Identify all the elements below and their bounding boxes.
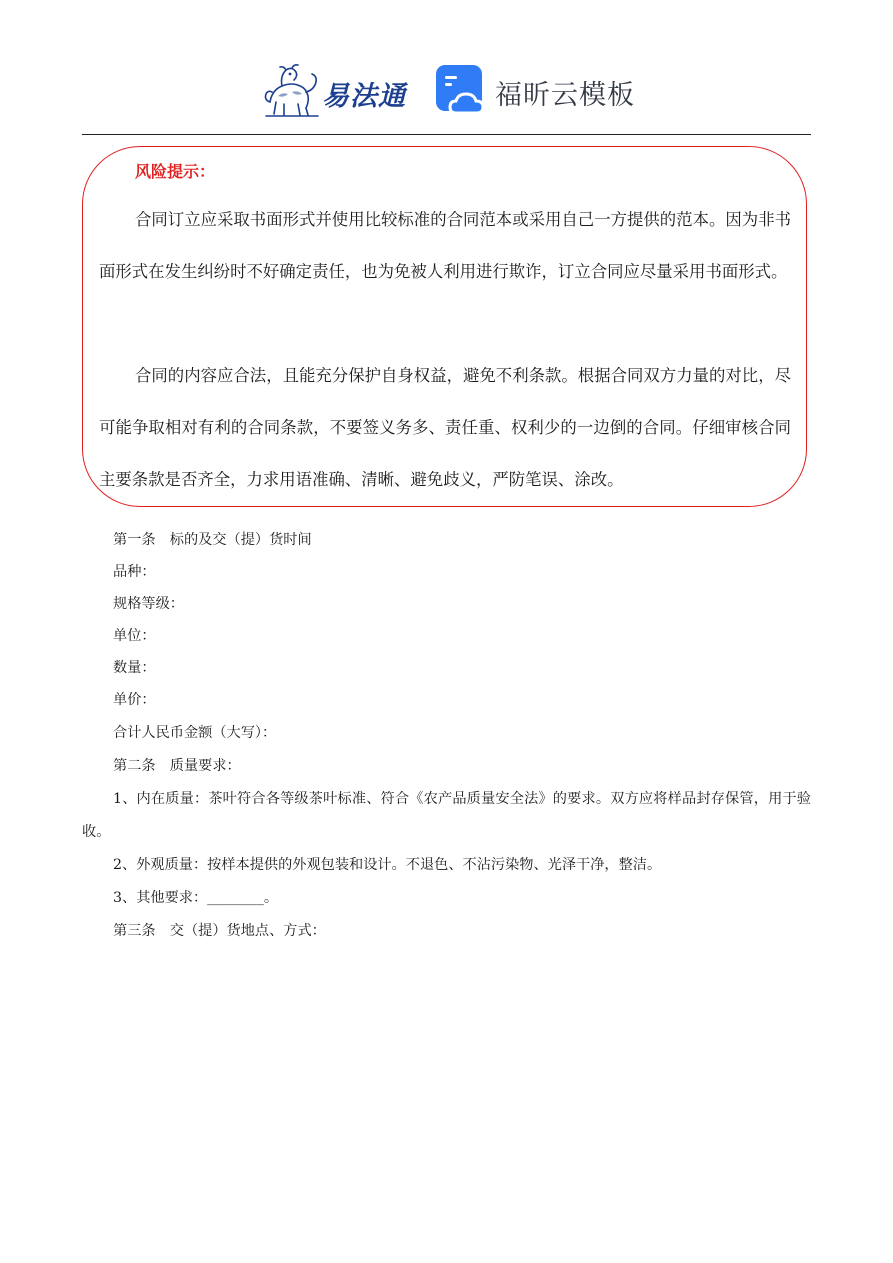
article-1-heading: 第一条 标的及交（提）货时间 — [113, 532, 312, 548]
risk-paragraph-2: 合同的内容应合法，且能充分保护自身权益，避免不利条款。根据合同双方力量的对比，尽可能争取相对有利的合同条款，不要签义务多、责任重、权利少的一边倒的合同。仔细审核合同主要条款是否齐全，力求用语准确、清晰、避免歧义，严防笔误、涂改。 — [99, 366, 791, 489]
variety-field: 品种： — [113, 564, 156, 580]
qilin-icon — [262, 62, 322, 120]
risk-title: 风险提示： — [135, 162, 216, 181]
article-3-heading: 第三条 交（提）货地点、方式： — [113, 923, 326, 939]
fuxin-brand-text: 福昕云模板 — [495, 80, 635, 111]
article-2-heading: 第二条 质量要求： — [113, 758, 241, 774]
fuxin-logo — [436, 65, 636, 117]
yifatong-brand-text: 易法通 — [322, 81, 406, 112]
quality-item-2: 2、外观质量：按样本提供的外观包装和设计。不退色、不沾污染物、光泽干净，整洁。 — [113, 857, 662, 873]
quantity-field: 数量： — [113, 660, 156, 676]
total-amount-field: 合计人民币金额（大写）： — [113, 725, 277, 741]
page-header — [0, 58, 893, 124]
unit-field: 单位： — [113, 628, 156, 644]
spec-grade-field: 规格等级： — [113, 596, 184, 612]
unit-price-field: 单价： — [113, 692, 156, 708]
yifatong-logo — [262, 62, 412, 120]
quality-item-1: 1、内在质量：茶叶符合各等级茶叶标准、符合《农产品质量安全法》的要求。双方应将样品封存保管，用于验收。 — [82, 791, 811, 840]
quality-item-3: 3、其他要求：________。 — [113, 890, 279, 906]
risk-paragraph-1: 合同订立应采取书面形式并使用比较标准的合同范本或采用自己一方提供的范本。因为非书面形式在发生纠纷时不好确定责任，也为免被人利用进行欺诈，订立合同应尽量采用书面形式。 — [99, 210, 791, 281]
cloud-document-icon — [436, 65, 486, 115]
risk-notice-box — [82, 146, 807, 507]
header-divider — [82, 134, 811, 135]
